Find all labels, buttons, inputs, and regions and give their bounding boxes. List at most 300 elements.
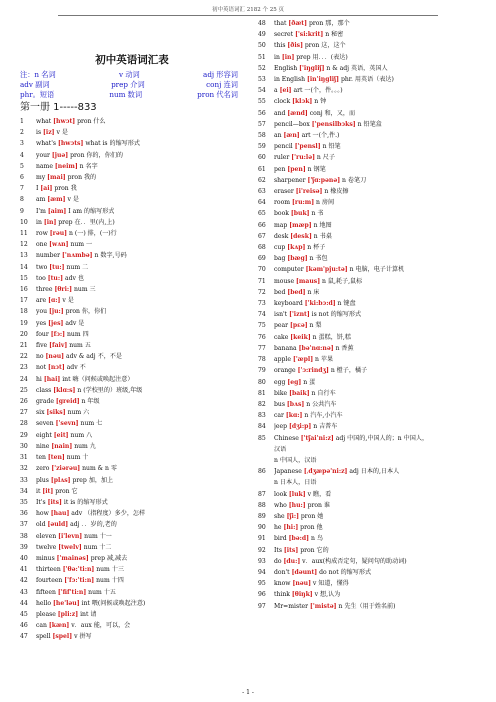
entry-number: 63 (258, 188, 266, 196)
vocab-entry (258, 52, 490, 63)
entry-phonetic: [ˌdʒæpə'ni:z] (303, 468, 348, 476)
legend-item: pron 代名词 (197, 90, 238, 99)
entry-meaning: adv & adj 不，不是 (65, 353, 122, 361)
entry-phonetic: [hwɔts] (57, 140, 84, 148)
entry-number: 86 (258, 468, 266, 476)
entry-line (36, 508, 145, 519)
entry-meaning: pron 那，那个 (308, 20, 350, 27)
entry-phonetic: [plʌs] (50, 476, 71, 484)
entry-word: Chinese (274, 434, 299, 442)
entry-meaning: v 知道，懂得 (312, 580, 349, 588)
entry-line (274, 298, 356, 309)
entry-word: look (274, 490, 287, 498)
entry-meaning: n 地图 (313, 221, 332, 229)
entry-meaning: num 七 (80, 420, 103, 428)
vocab-entry (258, 152, 490, 163)
entry-meaning: n 吉普车 (313, 423, 338, 431)
entry-number: 10 (20, 218, 28, 226)
entry-line (274, 74, 394, 85)
entry-word: an (274, 132, 282, 140)
entry-meaning: adj 中国的,中国人的；n 中国人， (335, 434, 429, 442)
entry-phonetic: [greid] (55, 398, 80, 406)
entry-number: 6 (20, 174, 24, 182)
vocab-entry (20, 598, 244, 609)
entry-phonetic: ['mistə] (310, 602, 337, 610)
entry-phonetic: [ænd] (287, 109, 308, 117)
entry-number: 77 (258, 344, 266, 352)
entry-word: mouse (274, 277, 295, 285)
entry-number: 47 (20, 633, 28, 641)
entry-word: fourteen (36, 577, 63, 585)
entry-number: 94 (258, 568, 266, 576)
entry-meaning: n 杯子 (307, 244, 326, 252)
entry-number: 36 (20, 510, 28, 518)
vocab-entry (258, 399, 490, 410)
entry-line (274, 489, 331, 500)
entry-number: 59 (258, 143, 266, 151)
vocab-entry (258, 466, 490, 477)
entry-word: secret (274, 31, 294, 39)
entry-word: fifteen (36, 588, 56, 596)
entry-line (274, 63, 388, 74)
entry-phonetic: [ju:] (48, 308, 64, 316)
entry-phonetic: [it] (42, 487, 54, 495)
entry-meaning: num 六 (67, 409, 90, 417)
entry-meaning: n 汽车,小汽车 (304, 412, 343, 420)
vocab-entry (20, 620, 244, 631)
vocab-entry (20, 374, 244, 385)
entry-meaning: is not 的缩写形式 (311, 311, 362, 319)
vocab-entry (258, 410, 490, 421)
entry-phonetic: [kʌp] (287, 244, 306, 252)
entry-line (274, 466, 399, 477)
entry-phonetic: [nain] (51, 442, 73, 450)
entry-number: 43 (20, 588, 28, 596)
legend-row (20, 70, 244, 80)
entry-number: 23 (20, 364, 28, 372)
entry-line (36, 396, 100, 407)
entry-word: class (36, 386, 52, 394)
entry-word: nine (36, 442, 50, 450)
entry-meaning: n 铅笔盒 (357, 120, 382, 128)
entry-line (36, 228, 117, 239)
entry-word: what (36, 118, 52, 125)
entry-word: car (274, 412, 284, 420)
entry-word: your (36, 151, 50, 159)
entry-word: Japanese (274, 468, 302, 476)
vocab-entry (20, 553, 244, 564)
entry-meaning: adv 是 (65, 319, 85, 327)
entry-number: 73 (258, 300, 266, 308)
entry-phonetic: [eit] (53, 431, 69, 439)
entry-number: 92 (258, 546, 266, 554)
entry-word: and (274, 109, 286, 117)
entry-meaning: n 鸟 (310, 535, 323, 543)
entry-meaning: v．aux 能，可以，会 (71, 622, 131, 630)
vocab-entry (20, 194, 244, 205)
entry-line (36, 564, 124, 575)
entry-number: 65 (258, 210, 266, 218)
entry-word: orange (274, 367, 296, 375)
entry-phonetic: [ai] (40, 185, 53, 193)
entry-line (36, 250, 127, 261)
entry-number: 38 (20, 532, 28, 540)
entry-phonetic: [in'iŋgliʃ] (306, 76, 340, 84)
entry-line (274, 500, 330, 511)
entry-phonetic: [in] (43, 218, 57, 226)
entry-line (274, 365, 367, 376)
entry-meaning: int 喂(问候或唤起注意) (81, 599, 146, 607)
entry-line (36, 452, 88, 463)
entry-line (274, 399, 336, 410)
entry-word: am (36, 196, 46, 204)
entry-line (36, 609, 96, 620)
entry-meaning: n 书桌 (313, 232, 332, 240)
entry-line (36, 542, 111, 553)
entry-meaning: num 十四 (96, 577, 124, 585)
entry-number: 9 (20, 207, 24, 215)
entry-phonetic: [juə] (51, 151, 69, 159)
entry-line (274, 377, 315, 388)
entry-word: grade (36, 398, 54, 406)
entry-phonetic: ['ɔ:rindʒ] (297, 367, 329, 375)
vocab-entry (20, 228, 244, 239)
vocab-entry (258, 309, 490, 320)
vocab-entry (258, 343, 490, 354)
entry-word: three (36, 286, 53, 294)
entry-line (36, 273, 84, 284)
entry-meaning: n 数字,号码 (94, 252, 127, 260)
entry-word: thirteen (36, 566, 61, 574)
vocab-entry (258, 511, 490, 522)
entry-line (36, 138, 140, 149)
entry-word: you (36, 308, 48, 316)
entry-number: 91 (258, 535, 266, 543)
entry-line (36, 531, 112, 542)
vocab-entry (20, 475, 244, 486)
entry-line (36, 150, 123, 161)
vocab-entry (258, 601, 490, 612)
entry-line (274, 410, 343, 421)
entry-meaning: n 床 (307, 288, 320, 296)
entry-word: how (36, 510, 49, 518)
entry-meaning: pron 我 (54, 185, 77, 193)
entry-continuation: n 日本人，日语 (274, 479, 317, 487)
vocab-entry (20, 497, 244, 508)
entry-number: 2 (20, 129, 24, 137)
entry-number: 21 (20, 342, 28, 350)
entry-phonetic: ['sevn] (55, 420, 79, 428)
entry-meaning: pron 这，这个 (304, 42, 346, 50)
entry-line (36, 217, 115, 228)
vocab-entry (20, 351, 244, 362)
entry-word: know (274, 580, 291, 588)
entry-phonetic: [ɑ:] (48, 297, 61, 305)
entry-line (274, 354, 333, 365)
entry-line (274, 545, 329, 556)
entry-phonetic: [æm] (47, 196, 66, 204)
entry-line (274, 343, 354, 354)
entry-line (36, 374, 133, 385)
entry-line (36, 587, 116, 598)
entry-number: 35 (20, 498, 28, 506)
entry-word: it (36, 487, 41, 495)
entry-phonetic: ['nʌmbə] (62, 252, 93, 260)
vocab-entry (258, 253, 490, 264)
entry-line (36, 183, 77, 194)
entry-phonetic: [ru:m] (291, 199, 315, 207)
entry-phonetic: ['mainəs] (56, 554, 89, 562)
vocab-entry (20, 486, 244, 497)
vocab-entry (258, 276, 490, 287)
entry-meaning: adv 不 (66, 364, 86, 372)
vocab-entry (20, 587, 244, 598)
entry-meaning: conj 和，又，而 (309, 109, 356, 117)
entry-word: bike (274, 389, 288, 397)
entry-meaning: n (一) 排，(一)行 (68, 230, 117, 238)
entry-phonetic: [twelv] (58, 543, 82, 551)
vocab-entry (258, 119, 490, 130)
entry-phonetic: [hi:] (283, 524, 299, 532)
entry-word: yes (36, 319, 47, 327)
entry-line (274, 388, 336, 399)
entry-meaning: do not 的缩写形式 (319, 568, 372, 576)
entry-line (274, 119, 382, 130)
vocab-entry (20, 463, 244, 474)
entry-meaning: n 自行车 (311, 389, 336, 397)
vocab-entry (20, 206, 244, 217)
entry-phonetic: [kəm'pju:tə] (305, 266, 348, 274)
vocab-entry (258, 287, 490, 298)
entry-number: 62 (258, 176, 266, 184)
entry-meaning: n 橡皮擦 (324, 188, 349, 196)
entry-word: is (36, 129, 42, 137)
entry-phonetic: [i'reisə] (295, 188, 323, 196)
entry-line (36, 620, 130, 631)
entry-phonetic: [mæp] (289, 221, 312, 229)
entry-word: ten (36, 454, 46, 462)
entry-phonetic: [kæn] (48, 622, 70, 630)
entry-line (274, 421, 337, 432)
entry-word: hello (36, 599, 52, 607)
entry-meaning: v 拼写 (74, 633, 92, 641)
entry-phonetic: ['tʃai'ni:z] (300, 434, 334, 442)
entry-meaning: n 房间 (316, 199, 335, 207)
vocab-entry (258, 388, 490, 399)
entry-line (274, 242, 325, 253)
entry-meaning: what is 的缩写形式 (85, 140, 140, 148)
entry-meaning: n 年级 (81, 398, 100, 406)
entry-phonetic: [ʃi:] (286, 512, 299, 520)
entry-word: in (274, 53, 280, 61)
entry-phonetic: ['θə:'ti:n] (62, 566, 95, 574)
vocab-entry (258, 533, 490, 544)
entry-number: 50 (258, 42, 266, 50)
entry-word: Mr=mister (274, 602, 309, 610)
vocab-entry (258, 220, 490, 231)
vocab-entry (20, 508, 244, 519)
entry-phonetic: [i'levn] (58, 532, 83, 540)
entry-meaning: num 十五 (88, 588, 116, 596)
entry-meaning: pron 什么 (77, 118, 106, 125)
entry-phonetic: [eg] (287, 378, 302, 386)
entry-number: 80 (258, 378, 266, 386)
entry-number: 29 (20, 431, 28, 439)
vocab-entry (20, 116, 244, 127)
vocab-entry (258, 96, 490, 107)
entry-phonetic: [in] (281, 53, 295, 61)
entry-meaning: art 一(个,件.) (301, 132, 340, 140)
entry-continuation: 汉语 (274, 445, 287, 453)
entry-meaning: I am 的缩写形式 (68, 207, 115, 215)
entry-line (36, 497, 108, 508)
entry-word: this (274, 42, 286, 50)
entry-line (274, 152, 335, 163)
entry-meaning: adj ．．岁的,老的 (70, 521, 117, 529)
entry-number: 81 (258, 389, 266, 397)
entry-meaning: n 钟 (314, 98, 327, 106)
entry-phonetic: [keik] (290, 333, 311, 341)
entry-word: computer (274, 266, 304, 274)
vocab-entry (258, 197, 490, 208)
entry-phonetic: [spel] (52, 633, 73, 641)
legend-item: adj 形容词 (203, 70, 238, 79)
entry-meaning: n 铅笔 (322, 143, 341, 151)
vocab-entry (20, 262, 244, 273)
vocab-entry (258, 589, 490, 600)
vocab-entry (258, 320, 490, 331)
entry-number: 85 (258, 434, 266, 442)
entry-number: 13 (20, 252, 28, 260)
entry-word: egg (274, 378, 286, 386)
vocab-entry (20, 284, 244, 295)
entry-meaning: pron 你，你们 (65, 308, 107, 316)
page-header (58, 5, 438, 16)
entry-number: 96 (258, 591, 266, 599)
entry-phonetic: [its] (283, 546, 299, 554)
entry-number: 40 (20, 554, 28, 562)
entry-word: don't (274, 568, 290, 576)
entry-line (274, 556, 407, 567)
entry-number: 48 (258, 20, 266, 27)
entry-line (36, 463, 117, 474)
entry-meaning: prep 加，加上 (72, 476, 114, 484)
entry-phonetic: [bed] (287, 288, 306, 296)
vocab-entry (20, 575, 244, 586)
entry-phonetic: [θri:] (54, 286, 73, 294)
entry-phonetic: [tu:] (49, 263, 65, 271)
entry-line (274, 332, 351, 343)
entry-meaning: n 卷笔刀 (342, 176, 367, 184)
entry-number: 45 (20, 610, 28, 618)
entry-number: 7 (20, 185, 24, 193)
entry-word: pencil—box (274, 120, 310, 128)
page-title: 初中英语词汇表 (95, 54, 169, 66)
right-column (258, 18, 490, 612)
entry-phonetic: [əuld] (47, 521, 69, 529)
entry-meaning: pron 谁 (307, 501, 331, 509)
vocab-entry (258, 556, 490, 567)
vocab-entry (20, 127, 244, 138)
vocab-entry (20, 172, 244, 183)
entry-word: cup (274, 244, 286, 252)
entry-number: 41 (20, 566, 28, 574)
entry-number: 87 (258, 490, 266, 498)
entry-number: 79 (258, 367, 266, 375)
entry-number: 52 (258, 64, 266, 72)
entry-phonetic: [baik] (289, 389, 310, 397)
entry-phonetic: [kɑ:] (285, 412, 303, 420)
entry-phonetic: ['iŋgliʃ] (299, 64, 325, 72)
entry-number: 1 (20, 118, 24, 125)
vocab-entry (20, 396, 244, 407)
vocab-entry (20, 217, 244, 228)
entry-word: book (274, 210, 289, 218)
entry-line (274, 511, 323, 522)
entry-phonetic: [bə'nɑ:nə] (298, 344, 334, 352)
entry-line (274, 96, 326, 107)
entry-number: 31 (20, 454, 28, 462)
entry-meaning: n 秘密 (325, 31, 344, 39)
entry-line (36, 575, 124, 586)
entry-number: 44 (20, 599, 28, 607)
entry-meaning: prep 减,减去 (90, 554, 128, 562)
entry-number: 58 (258, 132, 266, 140)
entry-line (36, 553, 127, 564)
entry-word: It's (36, 498, 46, 506)
entry-meaning: int 请 (80, 610, 97, 618)
entry-word: hi (36, 375, 42, 383)
entry-line (36, 127, 68, 138)
entry-number: 74 (258, 311, 266, 319)
vocab-entry (258, 500, 490, 511)
entry-phonetic: [jes] (48, 319, 64, 327)
entry-line (274, 40, 346, 51)
entry-word: old (36, 521, 46, 529)
vocab-entry (258, 545, 490, 556)
entry-phonetic: [siks] (46, 409, 66, 417)
entry-phonetic: [hai] (43, 375, 61, 383)
entry-word: I (36, 185, 39, 193)
entry-meaning: adv （指程度）多少，怎样 (71, 510, 146, 518)
entry-number: 5 (20, 162, 24, 170)
entry-meaning: num 三 (73, 286, 96, 294)
entry-number: 37 (20, 521, 28, 529)
entry-phonetic: ['ki:bɔ:d] (304, 300, 336, 308)
entry-meaning: art 一(个，件。。。) (293, 87, 343, 95)
entry-number: 30 (20, 442, 28, 450)
entry-word: spell (36, 633, 51, 641)
entry-number: 32 (20, 465, 28, 473)
entry-meaning: n 蛋糕，饼,糕 (312, 333, 351, 341)
entry-meaning: num 十一 (84, 532, 112, 540)
entry-meaning: n 橙子，橘子 (330, 367, 368, 375)
entry-word: room (274, 199, 291, 207)
entry-line (36, 194, 79, 205)
entry-number: 71 (258, 277, 266, 285)
vocab-entry (258, 108, 490, 119)
entry-phonetic: [luk] (288, 490, 306, 498)
entry-phonetic: [ðæt] (288, 20, 307, 27)
entry-word: are (36, 297, 47, 305)
entry-number: 17 (20, 297, 28, 305)
entry-number: 70 (258, 266, 266, 274)
vocab-entry (20, 161, 244, 172)
entry-line (274, 287, 319, 298)
entry-phonetic: [wʌn] (49, 241, 69, 249)
vocab-entry (258, 164, 490, 175)
entry-number: 95 (258, 580, 266, 588)
